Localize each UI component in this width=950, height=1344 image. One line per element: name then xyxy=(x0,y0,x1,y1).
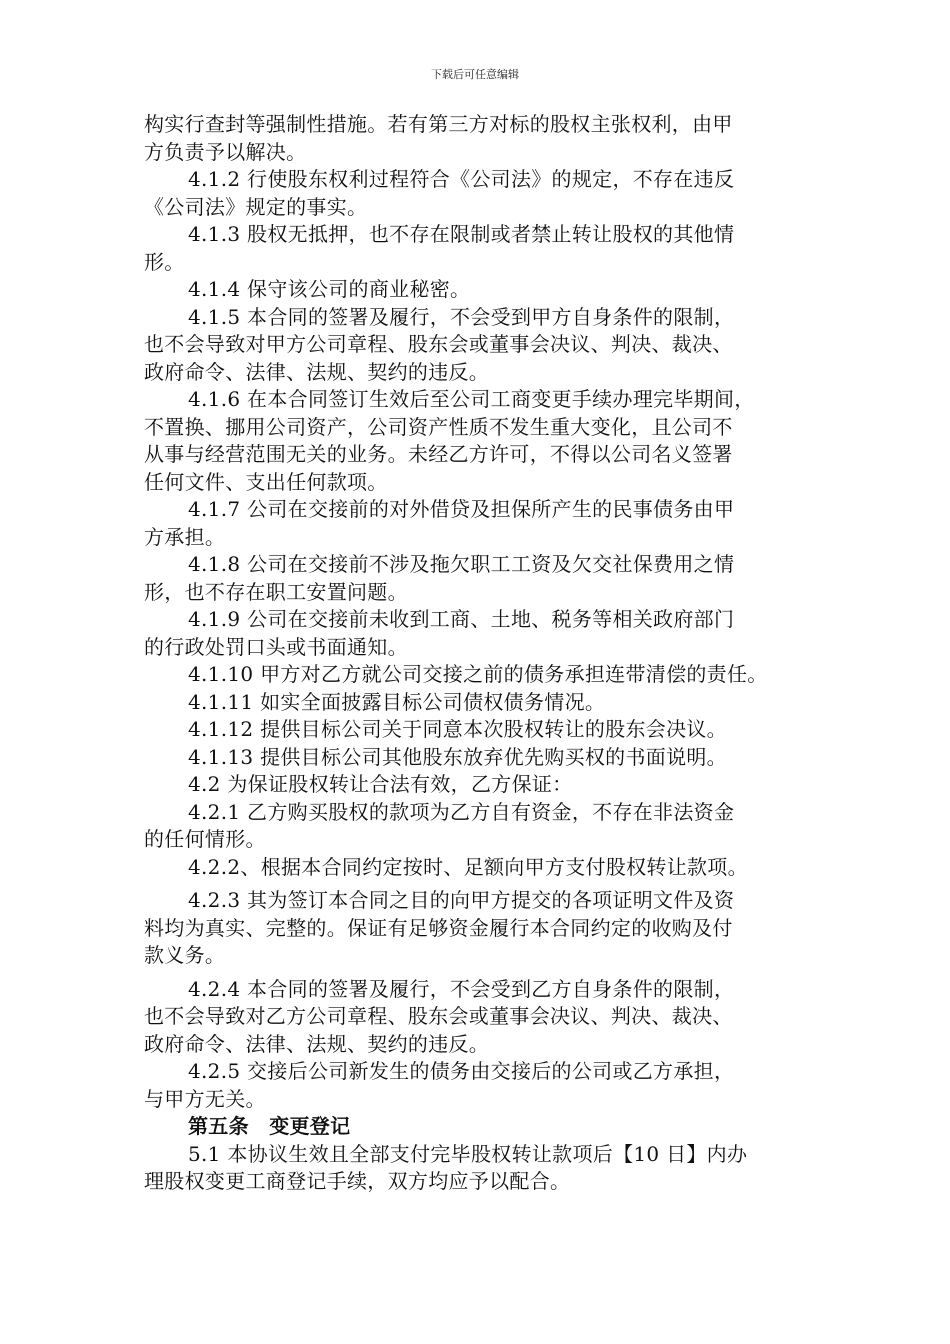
text-line: 形。 xyxy=(144,249,185,274)
text-line: 形，也不存在职工安置问题。 xyxy=(144,579,408,604)
text-line: 政府命令、法律、法规、契约的违反。 xyxy=(144,359,490,384)
clause-5-1: 5.1 本协议生效且全部支付完毕股权转让款项后【10 日】内办 xyxy=(188,1141,748,1166)
clause-4-2-1: 4.2.1 乙方购买股权的款项为乙方自有资金，不存在非法资金 xyxy=(188,799,735,824)
clause-4-1-12: 4.1.12 提供目标公司关于同意本次股权转让的股东会决议。 xyxy=(188,717,727,741)
text-line: 的任何情形。 xyxy=(144,827,266,851)
clause-4-1-13: 4.1.13 提供目标公司其他股东放弃优先购买权的书面说明。 xyxy=(188,744,727,769)
page-header: 下载后可任意编辑 xyxy=(431,68,519,81)
clause-4-1-11: 4.1.11 如实全面披露目标公司债权债务情况。 xyxy=(188,689,606,714)
clause-4-1-7: 4.1.7 公司在交接前的对外借贷及担保所产生的民事债务由甲 xyxy=(188,497,735,521)
text-line: 也不会导致对乙方公司章程、股东会或董事会决议、判决、裁决、 xyxy=(144,1004,733,1028)
text-line: 构实行查封等强制性措施。若有第三方对标的股权主张权利，由甲 xyxy=(144,112,733,136)
clause-4-1-10: 4.1.10 甲方对乙方就公司交接之前的债务承担连带清偿的责任。 xyxy=(188,662,768,686)
text-line: 任何文件、支出任何款项。 xyxy=(144,469,388,494)
clause-4-2-2: 4.2.2、根据本合同约定按时、足额向甲方支付股权转让款项。 xyxy=(188,854,748,879)
clause-4-2-4: 4.2.4 本合同的签署及履行，不会受到乙方自身条件的限制， xyxy=(188,976,735,1001)
document-body xyxy=(144,111,804,1196)
clause-4-1-4: 4.1.4 保守该公司的商业秘密。 xyxy=(188,277,471,301)
clause-4-2: 4.2 为保证股权转让合法有效，乙方保证： xyxy=(188,772,573,796)
text-line: 方负责予以解决。 xyxy=(144,139,307,164)
text-line: 理股权变更工商登记手续，双方均应予以配合。 xyxy=(144,1169,571,1193)
text-line: 款义务。 xyxy=(144,943,226,967)
text-line: 政府命令、法律、法规、契约的违反。 xyxy=(144,1031,490,1056)
clause-4-1-3: 4.1.3 股权无抵押，也不存在限制或者禁止转让股权的其他情 xyxy=(188,222,735,246)
clause-4-1-9: 4.1.9 公司在交接前未收到工商、土地、税务等相关政府部门 xyxy=(188,607,735,631)
text-line: 与甲方无关。 xyxy=(144,1086,266,1111)
clause-4-1-2: 4.1.2 行使股东权利过程符合《公司法》的规定，不存在违反 xyxy=(188,167,735,191)
article-5-heading: 第五条 变更登记 xyxy=(188,1114,351,1138)
clause-4-1-8: 4.1.8 公司在交接前不涉及拖欠职工工资及欠交社保费用之情 xyxy=(188,552,735,576)
clause-4-2-3: 4.2.3 其为签订本合同之目的向甲方提交的各项证明文件及资 xyxy=(188,888,735,912)
text-line: 料均为真实、完整的。保证有足够资金履行本合同约定的收购及付 xyxy=(144,915,733,940)
clause-4-2-5: 4.2.5 交接后公司新发生的债务由交接后的公司或乙方承担， xyxy=(188,1059,735,1083)
text-line: 也不会导致对甲方公司章程、股东会或董事会决议、判决、裁决、 xyxy=(144,332,733,356)
text-line: 《公司法》规定的事实。 xyxy=(144,194,368,219)
text-line: 方承担。 xyxy=(144,524,226,549)
text-line: 不置换、挪用公司资产，公司资产性质不发生重大变化，且公司不 xyxy=(144,414,733,439)
text-line: 从事与经营范围无关的业务。未经乙方许可，不得以公司名义签署 xyxy=(144,442,733,466)
clause-4-1-5: 4.1.5 本合同的签署及履行，不会受到甲方自身条件的限制， xyxy=(188,304,735,329)
text-line: 的行政处罚口头或书面通知。 xyxy=(144,634,408,659)
clause-4-1-6: 4.1.6 在本合同签订生效后至公司工商变更手续办理完毕期间， xyxy=(188,387,755,411)
